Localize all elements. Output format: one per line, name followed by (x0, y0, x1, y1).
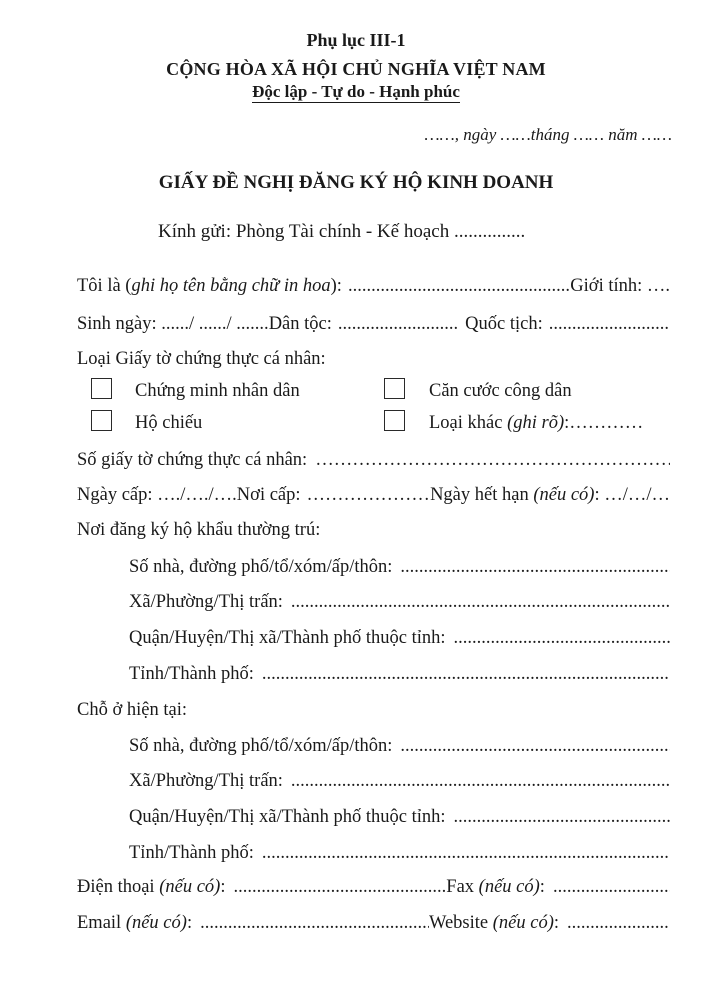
current-district-row (129, 807, 670, 828)
form-title: GIẤY ĐỀ NGHỊ ĐĂNG KÝ HỘ KINH DOANH (158, 172, 554, 193)
passport-label: Hộ chiếu (135, 413, 203, 433)
recipient-line: Kính gửi: Phòng Tài chính - Kế hoạch ............... (158, 221, 526, 242)
nationality-label: Quốc tịch: (465, 314, 543, 334)
current-district-label: Quận/Huyện/Thị xã/Thành phố thuộc tỉnh: (129, 807, 446, 827)
permanent-street-row (129, 557, 670, 578)
permanent-address-heading (77, 520, 670, 541)
website-label: Website (428, 913, 489, 933)
motto-text: Độc lập - Tự do - Hạnh phúc (252, 82, 460, 101)
permanent-district-row (129, 628, 670, 649)
current-ward-row (129, 771, 670, 792)
permanent-ward-label: Xã/Phường/Thị trấn: (129, 592, 283, 612)
cccd-label: Căn cước công dân (429, 381, 572, 401)
issue-date-label[interactable]: Ngày cấp: …./…./…. (77, 485, 237, 505)
other-id-label (429, 413, 643, 434)
email-colon: : (186, 913, 193, 933)
website-field[interactable] (567, 913, 670, 934)
current-province-label: Tỉnh/Thành phố: (129, 843, 254, 863)
ethnicity-field[interactable] (338, 314, 459, 335)
appendix-label: Phụ lục III-1 (306, 30, 406, 50)
ethnicity-label: Dân tộc: (268, 314, 332, 334)
current-ward-field[interactable] (291, 771, 670, 792)
issue-place-label: Nơi cấp: (236, 485, 301, 505)
name-hint: ghi họ tên bằng chữ in hoa (131, 276, 331, 296)
issue-row (77, 485, 670, 506)
other-id-checkbox[interactable] (384, 410, 405, 431)
issue-place-field[interactable] (307, 485, 431, 506)
permanent-province-label: Tỉnh/Thành phố: (129, 664, 254, 684)
date-line: ……, ngày ……tháng …… năm …… (424, 125, 672, 144)
phone-hint: (nếu có) (159, 877, 221, 897)
email-field[interactable] (200, 913, 429, 934)
other-id-text: Loại khác (429, 413, 503, 433)
current-province-field[interactable] (262, 843, 670, 864)
phone-colon: : (220, 877, 226, 897)
permanent-province-field[interactable] (262, 664, 670, 685)
name-label-close: ): (330, 276, 342, 296)
permanent-district-label: Quận/Huyện/Thị xã/Thành phố thuộc tỉnh: (129, 628, 446, 648)
permanent-address-label: Nơi đăng ký hộ khẩu thường trú: (77, 520, 321, 540)
fax-label: Fax (446, 877, 475, 897)
phone-field[interactable] (233, 877, 446, 898)
email-website-row (77, 913, 670, 934)
current-street-row (129, 736, 670, 757)
phone-fax-row (77, 877, 670, 898)
permanent-street-label: Số nhà, đường phố/tổ/xóm/ấp/thôn: (129, 557, 393, 577)
email-hint: (nếu có) (125, 913, 187, 933)
fax-colon: : (539, 877, 545, 897)
passport-checkbox[interactable] (91, 410, 112, 431)
motto (0, 82, 712, 102)
cccd-checkbox[interactable] (384, 378, 405, 399)
dob-label[interactable]: Sinh ngày: ....../ ....../ ....... (77, 314, 269, 334)
permanent-district-field[interactable] (454, 628, 671, 649)
name-label: Tôi là ( (77, 276, 132, 296)
id-number-row (77, 450, 670, 471)
name-field[interactable] (348, 276, 570, 297)
expiry-hint: (nếu có) (533, 485, 595, 505)
website-hint: (nếu có) (492, 913, 554, 933)
permanent-street-field[interactable] (400, 557, 670, 578)
current-street-field[interactable] (400, 736, 670, 757)
cmnd-checkbox[interactable] (91, 378, 112, 399)
id-type-row (77, 349, 670, 370)
current-ward-label: Xã/Phường/Thị trấn: (129, 771, 283, 791)
id-type-label: Loại Giấy tờ chứng thực cá nhân: (77, 349, 326, 369)
permanent-ward-row (129, 592, 670, 613)
current-address-label: Chỗ ở hiện tại: (77, 700, 187, 720)
other-id-field[interactable]: :………… (564, 413, 644, 433)
nation-title: CỘNG HÒA XÃ HỘI CHỦ NGHĨA VIỆT NAM (166, 59, 546, 79)
fax-hint: (nếu có) (478, 877, 540, 897)
current-street-label: Số nhà, đường phố/tổ/xóm/ấp/thôn: (129, 736, 393, 756)
name-row (77, 276, 670, 297)
id-number-field[interactable] (315, 450, 670, 471)
other-id-hint: (ghi rõ) (507, 413, 565, 433)
current-province-row (129, 843, 670, 864)
current-district-field[interactable] (454, 807, 671, 828)
fax-field[interactable] (553, 877, 670, 898)
expiry-field[interactable]: : …/…/… (594, 485, 670, 505)
permanent-province-row (129, 664, 670, 685)
expiry-label: Ngày hết hạn (430, 485, 529, 505)
cmnd-label: Chứng minh nhân dân (135, 381, 300, 401)
current-address-heading (77, 700, 670, 721)
id-number-label: Số giấy tờ chứng thực cá nhân: (77, 450, 308, 470)
nationality-field[interactable] (549, 314, 670, 335)
email-label: Email (77, 913, 122, 933)
permanent-ward-field[interactable] (291, 592, 670, 613)
gender-label[interactable]: Giới tính: …. (570, 276, 670, 296)
phone-label: Điện thoại (77, 877, 155, 897)
website-colon: : (553, 913, 559, 933)
dob-row (77, 314, 670, 335)
